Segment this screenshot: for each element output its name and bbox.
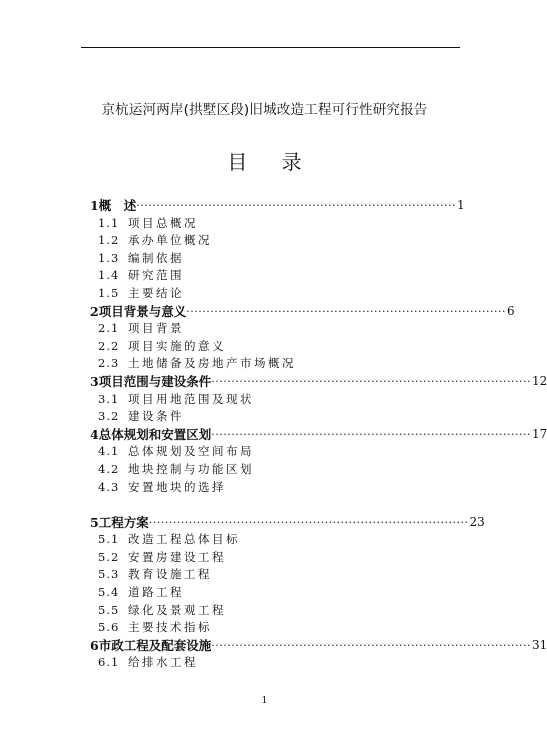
toc-entry-number: 3 xyxy=(90,373,99,389)
toc-entry-page: 12 xyxy=(531,373,547,388)
toc-entry-number: 5.1 xyxy=(98,532,120,547)
toc-dot-leader: ················································································ xyxy=(211,427,531,441)
toc-entry-number: 5.5 xyxy=(98,602,120,617)
toc-chapter-entry[interactable] xyxy=(88,514,485,532)
toc-entry-number: 6 xyxy=(90,637,99,653)
toc-entry-label: 市政工程及配套设施 xyxy=(98,637,212,653)
toc-entry-label: 建设条件 xyxy=(128,409,184,424)
toc-section-entry[interactable] xyxy=(88,602,434,620)
toc-entry-label: 项目背景与意义 xyxy=(98,303,187,319)
toc-section-entry[interactable] xyxy=(88,549,434,567)
toc-entry-number: 2.2 xyxy=(98,338,120,353)
toc-section-entry[interactable] xyxy=(88,338,434,356)
toc-section-entry[interactable] xyxy=(88,461,434,479)
toc-entry-page: 23 xyxy=(469,514,485,529)
toc-dot-leader: ················································································ xyxy=(148,515,469,529)
header-rule xyxy=(81,47,460,48)
toc-section-entry[interactable] xyxy=(88,619,434,637)
toc-chapter-entry[interactable] xyxy=(88,373,547,391)
toc-entry-number: 1 xyxy=(90,198,99,213)
toc-section-entry[interactable] xyxy=(88,531,434,549)
toc-entry-label: 研究范围 xyxy=(128,268,184,283)
toc-dot-leader: ················································································ xyxy=(136,199,456,212)
toc-entry-label: 总体规划和安置区划 xyxy=(98,426,212,442)
toc-entry-label: 概 述 xyxy=(98,198,137,213)
toc-entry-label: 地块控制与功能区划 xyxy=(128,461,254,476)
toc-entry-number: 2.3 xyxy=(98,356,120,371)
toc-dot-leader: ················································································ xyxy=(211,638,531,652)
toc-entry-page: 6 xyxy=(506,303,515,318)
toc-entry-label: 承办单位概况 xyxy=(128,233,212,248)
toc-entry-label: 教育设施工程 xyxy=(128,567,212,582)
toc-entry-number: 5.2 xyxy=(98,549,120,564)
toc-chapter-entry[interactable] xyxy=(88,637,547,655)
toc-entry-number: 5.4 xyxy=(98,585,120,600)
toc-chapter-entry[interactable] xyxy=(88,426,547,444)
toc-entry-number: 1.4 xyxy=(98,268,120,283)
toc-entry-page: 17 xyxy=(531,426,547,441)
toc-section-entry[interactable] xyxy=(88,355,434,373)
toc-dot-leader: ················································································ xyxy=(186,304,506,318)
toc-entry-number: 5.6 xyxy=(98,620,120,635)
toc-entry-label: 编制依据 xyxy=(128,250,184,265)
toc-entry-number: 5 xyxy=(90,514,99,530)
page-number: 1 xyxy=(261,696,268,706)
toc-entry-number: 3.2 xyxy=(98,409,120,424)
toc-entry-page: 1 xyxy=(456,198,465,212)
toc-dot-leader: ················································································ xyxy=(211,374,531,388)
toc-entry-label: 项目实施的意义 xyxy=(128,338,226,353)
toc-entry-number: 1.5 xyxy=(98,285,120,300)
toc-entry-label: 给排水工程 xyxy=(128,655,198,670)
toc-entry-number: 4.1 xyxy=(98,444,120,459)
toc-entry-label: 土地储备及房地产市场概况 xyxy=(128,356,296,371)
toc-chapter-entry[interactable] xyxy=(88,197,465,215)
toc-entry-label: 安置地块的选择 xyxy=(128,479,226,494)
toc-section-entry[interactable] xyxy=(88,654,434,672)
toc-entry-label: 总体规划及空间布局 xyxy=(128,444,254,459)
toc-entry-number: 4.3 xyxy=(98,479,120,494)
toc-section-entry[interactable] xyxy=(88,232,434,250)
toc-spacer xyxy=(88,496,434,514)
document-title: 京杭运河两岸(拱墅区段)旧城改造工程可行性研究报告 xyxy=(101,102,428,118)
toc-section-entry[interactable] xyxy=(88,408,434,426)
toc-entry-label: 项目背景 xyxy=(128,321,184,336)
toc-entry-label: 道路工程 xyxy=(128,585,184,600)
toc-entry-label: 安置房建设工程 xyxy=(128,549,226,564)
toc-entry-label: 主要技术指标 xyxy=(128,620,212,635)
toc-entry-number: 6.1 xyxy=(98,655,120,670)
toc-section-entry[interactable] xyxy=(88,391,434,409)
toc-entry-number: 1.2 xyxy=(98,233,120,248)
toc-section-entry[interactable] xyxy=(88,215,434,233)
toc-section-entry[interactable] xyxy=(88,443,434,461)
toc-entry-number: 3.1 xyxy=(98,391,120,406)
toc-section-entry[interactable] xyxy=(88,320,434,338)
toc-entry-label: 改造工程总体目标 xyxy=(128,532,240,547)
toc-section-entry[interactable] xyxy=(88,250,434,268)
toc-section-entry[interactable] xyxy=(88,267,434,285)
toc-entry-label: 主要结论 xyxy=(128,285,184,300)
toc-section-entry[interactable] xyxy=(88,479,434,497)
toc-entry-number: 2 xyxy=(90,303,99,319)
toc-chapter-entry[interactable] xyxy=(88,303,515,321)
toc-section-entry[interactable] xyxy=(88,584,434,602)
toc-heading: 目 录 xyxy=(227,150,316,174)
toc-entry-number: 2.1 xyxy=(98,321,120,336)
toc-entry-number: 5.3 xyxy=(98,567,120,582)
toc-section-entry[interactable] xyxy=(88,566,434,584)
toc-entry-number: 1.1 xyxy=(98,215,120,230)
toc-entry-label: 绿化及景观工程 xyxy=(128,602,226,617)
table-of-contents xyxy=(88,197,547,672)
toc-entry-number: 4.2 xyxy=(98,461,120,476)
toc-entry-label: 项目用地范围及现状 xyxy=(128,391,254,406)
toc-section-entry[interactable] xyxy=(88,285,434,303)
toc-entry-number: 1.3 xyxy=(98,250,120,265)
toc-entry-label: 项目总概况 xyxy=(128,215,198,230)
toc-entry-label: 项目范围与建设条件 xyxy=(98,373,212,389)
toc-entry-page: 31 xyxy=(531,637,547,652)
toc-entry-number: 4 xyxy=(90,426,99,442)
toc-entry-label: 工程方案 xyxy=(98,514,149,530)
